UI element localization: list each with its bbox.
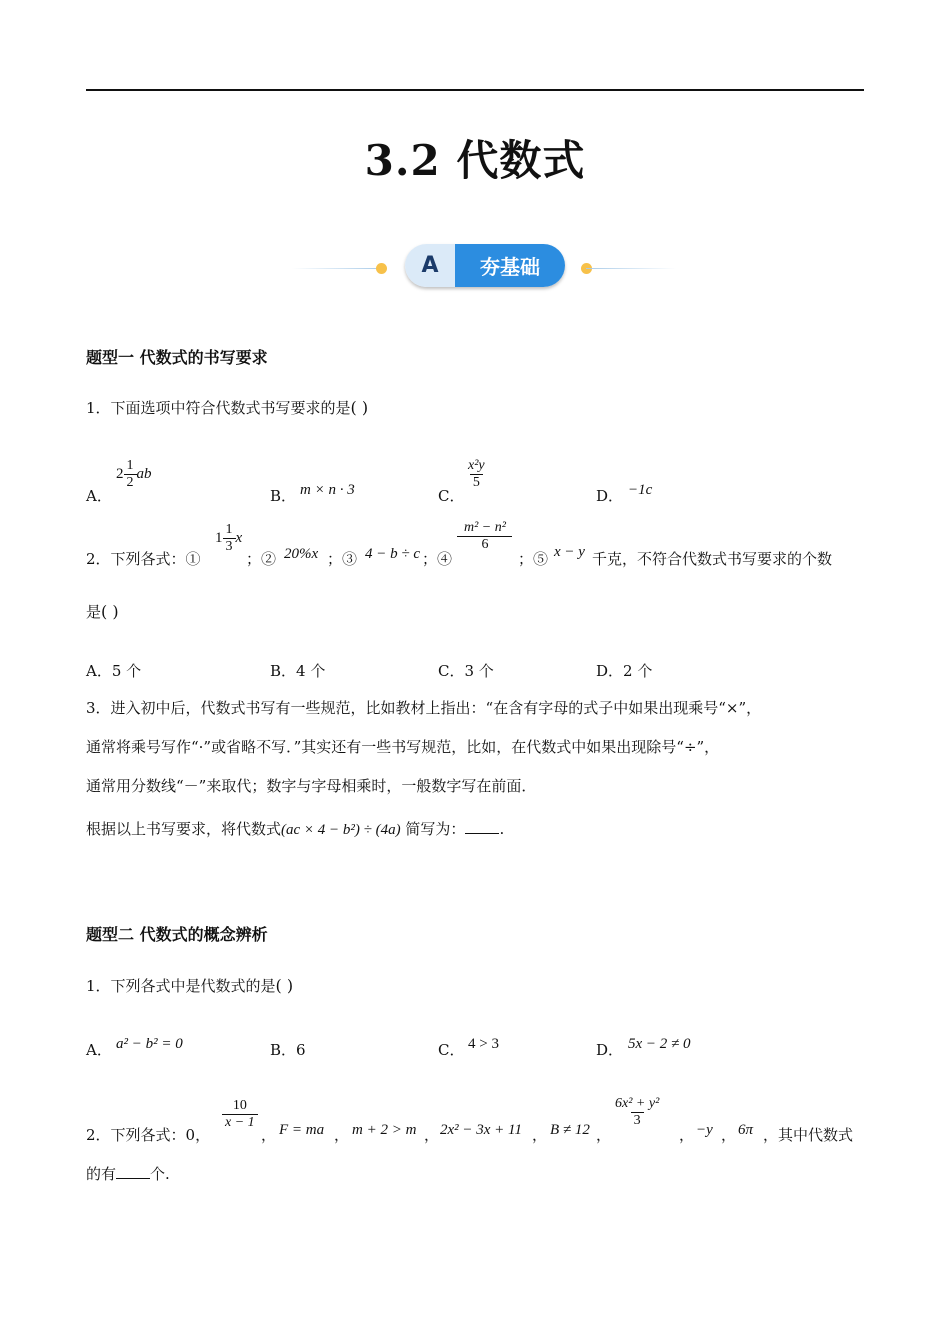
s1-q1-option-b-expr: m × n · 3 <box>300 482 355 498</box>
fraction-den: 6 <box>457 536 512 553</box>
s1-q3-expr: (ac × 4 − b²) ÷ (4a) <box>281 822 401 838</box>
banner-line-left <box>292 268 382 269</box>
comma: ， <box>334 1126 350 1144</box>
s1-q2-item-4 <box>456 520 514 553</box>
s2-q1-stem-text: 1．下列各式中是代数式的是 <box>86 977 276 995</box>
fraction-num: x²y <box>468 458 485 473</box>
comma: ， <box>721 1126 737 1144</box>
fraction-den: 3 <box>631 1112 644 1129</box>
fraction-den: 2 <box>124 474 137 491</box>
s2-q2-stem: 2．下列各式：0， <box>86 1126 211 1144</box>
fraction-num: 1 <box>225 522 233 537</box>
s1-q1-option-a-label: A． <box>86 487 112 505</box>
s2-q1-option-c-label: C． <box>438 1041 465 1059</box>
s1-q2-option-c: C．3 个 <box>438 662 494 680</box>
s2-q2-line2-b: 个. <box>150 1165 170 1183</box>
s1-q2-stem-tail: 千克，不符合代数式书写要求的个数 <box>592 550 833 568</box>
s1-q3-line-4 <box>86 819 504 840</box>
section-heading-1: 题型一 代数式的书写要求 <box>86 348 268 367</box>
fraction-den: x − 1 <box>222 1114 258 1131</box>
s2-q2-expr-4: 2x² − 3x + 11 <box>440 1122 522 1138</box>
s1-q1-option-d-expr: −1c <box>628 482 653 498</box>
s2-q2-expr-5: B ≠ 12 <box>550 1122 590 1138</box>
s1-q1-option-c-expr <box>465 458 488 491</box>
s2-q2-expr-7: 6π <box>738 1122 754 1138</box>
s1-q3-line-1: 3．进入初中后，代数式书写有一些规范，比如教材上指出：“在含有字母的式子中如果出现乘号“×”， <box>86 699 762 717</box>
s1-q2-paren: ( ) <box>101 602 119 621</box>
comma: ， <box>424 1126 440 1144</box>
top-rule <box>86 89 864 91</box>
s2-q1-option-c-expr: 4 > 3 <box>468 1036 499 1052</box>
s1-q2-item-1 <box>215 522 242 555</box>
section-banner <box>405 244 565 287</box>
banner-dot-left <box>376 263 387 274</box>
fraction-den: 5 <box>470 474 483 491</box>
fraction-num: 10 <box>232 1098 247 1113</box>
s1-q3-line-2: 通常将乘号写作“·”或省略不写．”其实还有一些书写规范，比如，在代数式中如果出现除号“÷”， <box>86 738 720 756</box>
s1-q2-option-b: B．4 个 <box>270 662 326 680</box>
s1-q2-line2-text: 是 <box>86 603 102 621</box>
s1-q1-stem <box>86 398 368 418</box>
s1-q1-option-a-expr <box>116 458 152 491</box>
mixed-int: 1 <box>215 530 223 546</box>
s1-q1-option-c-label: C． <box>438 487 465 505</box>
banner-line-right <box>586 268 676 269</box>
s2-q2-fraction-2 <box>612 1096 662 1129</box>
s1-q3-line-3: 通常用分数线“－”来取代；数字与字母相乘时，一般数字写在前面． <box>86 777 537 795</box>
s1-q1-option-b-label: B． <box>270 487 297 505</box>
comma: ， <box>679 1126 695 1144</box>
s1-q2-item-3: 4 − b ÷ c <box>365 546 421 562</box>
s2-q1-option-a-expr: a² − b² = 0 <box>116 1036 183 1052</box>
comma: ， <box>532 1126 548 1144</box>
comma: ， <box>596 1126 612 1144</box>
s2-q1-option-d-label: D． <box>596 1041 624 1059</box>
s1-q2-option-d: D．2 个 <box>596 662 653 680</box>
mixed-int: 2 <box>116 466 124 482</box>
s2-q2-expr-6: −y <box>696 1122 713 1138</box>
fraction-num: m² − n² <box>464 520 506 535</box>
s1-q3-line4-b: 简写为： <box>405 820 466 838</box>
s1-q2-sep-5: ；⑤ <box>518 550 549 568</box>
s2-q1-stem <box>86 976 293 996</box>
s1-q2-stem-line2 <box>86 602 119 622</box>
answer-blank <box>465 819 499 834</box>
s2-q1-option-b: B．6 <box>270 1041 306 1059</box>
answer-blank <box>116 1164 150 1179</box>
s1-q2-item-2: 20%x <box>284 546 319 562</box>
s1-q1-stem-text: 1．下面选项中符合代数式书写要求的是 <box>86 399 351 417</box>
s1-q2-sep-4: ；④ <box>422 550 453 568</box>
s2-q1-option-a-label: A． <box>86 1041 112 1059</box>
s2-q2-fraction-1 <box>222 1098 258 1131</box>
comma: ， <box>261 1126 277 1144</box>
s2-q2-line2-a: 的有 <box>86 1165 117 1183</box>
banner-label: 夯基础 <box>455 244 565 287</box>
s1-q2-sep-3: ；③ <box>327 550 358 568</box>
fraction <box>124 458 137 491</box>
fraction-den: 3 <box>223 538 236 555</box>
variable: x <box>235 530 243 546</box>
s2-q2-line-2 <box>86 1164 170 1184</box>
s1-q2-sep-2: ；② <box>246 550 277 568</box>
variable: ab <box>136 466 152 482</box>
s1-q2-option-a: A．5 个 <box>86 662 142 680</box>
s1-q3-end: . <box>499 820 505 838</box>
s2-q2-expr-2: F = ma <box>279 1122 325 1138</box>
s1-q3-line4-a: 根据以上书写要求，将代数式 <box>86 820 282 838</box>
banner-letter: A <box>405 244 455 287</box>
s1-q1-option-d-label: D． <box>596 487 624 505</box>
fraction-num: 6x² + y² <box>615 1096 660 1111</box>
page-title: 3.2 代数式 <box>364 136 586 185</box>
s1-q1-paren: ( ) <box>350 398 369 417</box>
s2-q2-tail: ，其中代数式 <box>763 1126 854 1144</box>
s2-q1-paren: ( ) <box>275 976 294 995</box>
fraction-num: 1 <box>126 458 134 473</box>
s2-q2-expr-3: m + 2 > m <box>352 1122 417 1138</box>
section-heading-2: 题型二 代数式的概念辨析 <box>86 925 268 944</box>
s1-q2-item-5: x − y <box>554 544 585 560</box>
fraction <box>223 522 236 555</box>
s1-q2-stem: 2．下列各式：① <box>86 550 201 568</box>
s2-q1-option-d-expr: 5x − 2 ≠ 0 <box>628 1036 691 1052</box>
